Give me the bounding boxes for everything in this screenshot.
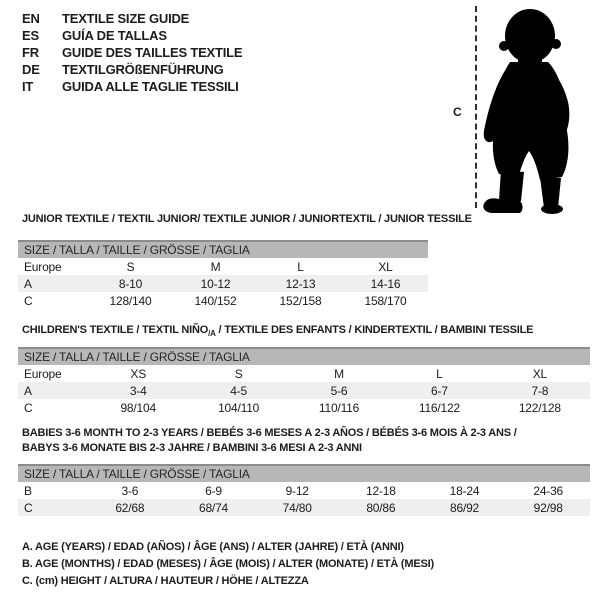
row-label: Europe <box>24 259 62 274</box>
table-cell: 6-9 <box>205 483 222 498</box>
table-cell: 128/140 <box>109 293 152 308</box>
language-title: GUIDA ALLE TAGLIE TESSILI <box>62 79 239 94</box>
row-label: B <box>24 483 32 498</box>
size-header-bar: SIZE / TALLA / TAILLE / GRÖSSE / TAGLIA <box>18 347 590 365</box>
table-cell: 122/128 <box>518 400 561 415</box>
measure-legend <box>22 539 434 590</box>
legend-line-c: C. (cm) HEIGHT / ALTURA / HAUTEUR / HÖHE / ALTEZZA <box>22 575 309 587</box>
section-title-junior: JUNIOR TEXTILE / TEXTIL JUNIOR/ TEXTILE JUNIOR / JUNIORTEXTIL / JUNIOR TESSILE <box>22 213 472 225</box>
table-cell: 62/68 <box>115 500 145 515</box>
language-title: GUÍA DE TALLAS <box>62 28 167 43</box>
table-row <box>18 258 428 275</box>
table-cell: 86/92 <box>450 500 480 515</box>
table-cell: 18-24 <box>449 483 480 498</box>
table-cell: 140/152 <box>194 293 237 308</box>
table-row <box>18 399 590 416</box>
table-row <box>18 365 590 382</box>
table-cell: 10-12 <box>200 276 231 291</box>
table-cell: 7-8 <box>531 383 549 398</box>
section-title-children <box>22 323 533 341</box>
language-title: TEXTILE SIZE GUIDE <box>62 11 190 26</box>
section-title-line1: BABIES 3-6 MONTH TO 2-3 YEARS / BEBÉS 3-6 MESES A 2-3 AÑOS / BÉBÉS 3-6 MOIS À 2-3 ANS / <box>22 427 517 439</box>
table-row <box>18 275 428 292</box>
table-cell: L <box>436 366 443 381</box>
language-list <box>22 10 242 95</box>
table-cell: 12-18 <box>366 483 396 498</box>
size-table-children <box>18 347 590 416</box>
row-label: C <box>24 500 33 515</box>
table-row <box>18 499 590 516</box>
table-cell: 116/122 <box>418 400 460 415</box>
table-cell: 98/104 <box>120 400 156 415</box>
section-title-line2: BABYS 3-6 MONATE BIS 2-3 JAHRE / BAMBINI 3-6 MESI A 2-3 ANNI <box>22 442 362 454</box>
language-code: FR <box>22 45 39 60</box>
table-cell: 24-36 <box>533 483 564 498</box>
language-item <box>22 78 242 95</box>
table-cell: 3-6 <box>121 483 139 498</box>
table-cell: 152/158 <box>279 293 322 308</box>
size-table-junior <box>18 240 428 309</box>
measure-label-c: C <box>453 105 462 119</box>
row-label: C <box>24 400 33 415</box>
table-cell: 14-16 <box>370 276 401 291</box>
table-cell: 12-13 <box>285 276 316 291</box>
table-cell: 74/80 <box>282 500 312 515</box>
size-table-babies <box>18 464 590 516</box>
table-cell: M <box>334 366 344 381</box>
section-title-babies <box>22 426 517 456</box>
table-cell: 5-6 <box>330 383 348 398</box>
table-cell: XL <box>378 259 393 274</box>
table-cell: M <box>210 259 221 274</box>
language-code: IT <box>22 79 34 94</box>
section-title-text: CHILDREN'S TEXTILE / TEXTIL NIÑO <box>22 324 209 336</box>
size-header-bar: SIZE / TALLA / TAILLE / GRÖSSE / TAGLIA <box>18 240 428 258</box>
table-cell: 68/74 <box>198 500 229 515</box>
table-cell: S <box>234 366 243 381</box>
table-cell: S <box>126 259 135 274</box>
language-title: GUIDE DES TAILLES TEXTILE <box>62 45 243 60</box>
language-code: DE <box>22 62 40 77</box>
table-cell: 6-7 <box>431 383 448 398</box>
table-row <box>18 292 428 309</box>
table-cell: 110/116 <box>318 400 360 415</box>
language-code: EN <box>22 11 40 26</box>
table-cell: 8-10 <box>118 276 143 291</box>
table-cell: 158/170 <box>364 293 407 308</box>
section-title-text: / TEXTILE DES ENFANTS / KINDERTEXTIL / BAMBINI TESSILE <box>215 324 534 336</box>
legend-line-a: A. AGE (YEARS) / EDAD (AÑOS) / ÂGE (ANS) / ALTER (JAHRE) / ETÀ (ANNI) <box>22 541 404 553</box>
language-item <box>22 44 242 61</box>
table-cell: L <box>297 259 304 274</box>
section-title-subscript: /A <box>208 329 216 339</box>
table-cell: 92/98 <box>533 500 563 515</box>
row-label: A <box>24 383 32 398</box>
table-row <box>18 382 590 399</box>
size-header-bar: SIZE / TALLA / TAILLE / GRÖSSE / TAGLIA <box>18 464 590 482</box>
language-code: ES <box>22 28 39 43</box>
table-cell: 80/86 <box>366 500 396 515</box>
table-cell: 104/110 <box>218 400 260 415</box>
baby-silhouette-icon <box>478 2 600 214</box>
table-cell: 4-5 <box>230 383 247 398</box>
row-label: C <box>24 293 33 308</box>
table-cell: 3-4 <box>129 383 147 398</box>
language-item <box>22 61 242 78</box>
table-cell: 9-12 <box>285 483 309 498</box>
row-label: Europe <box>24 366 62 381</box>
height-measure-line <box>475 6 477 208</box>
legend-line-b: B. AGE (MONTHS) / EDAD (MESES) / ÂGE (MOIS) / ALTER (MONATE) / ETÀ (MESI) <box>22 558 434 570</box>
table-cell: XL <box>532 366 547 381</box>
language-item <box>22 10 242 27</box>
table-cell: XS <box>130 366 146 381</box>
table-row <box>18 482 590 499</box>
language-title: TEXTILGRÖßENFÜHRUNG <box>62 62 224 77</box>
language-item <box>22 27 242 44</box>
row-label: A <box>24 276 32 291</box>
